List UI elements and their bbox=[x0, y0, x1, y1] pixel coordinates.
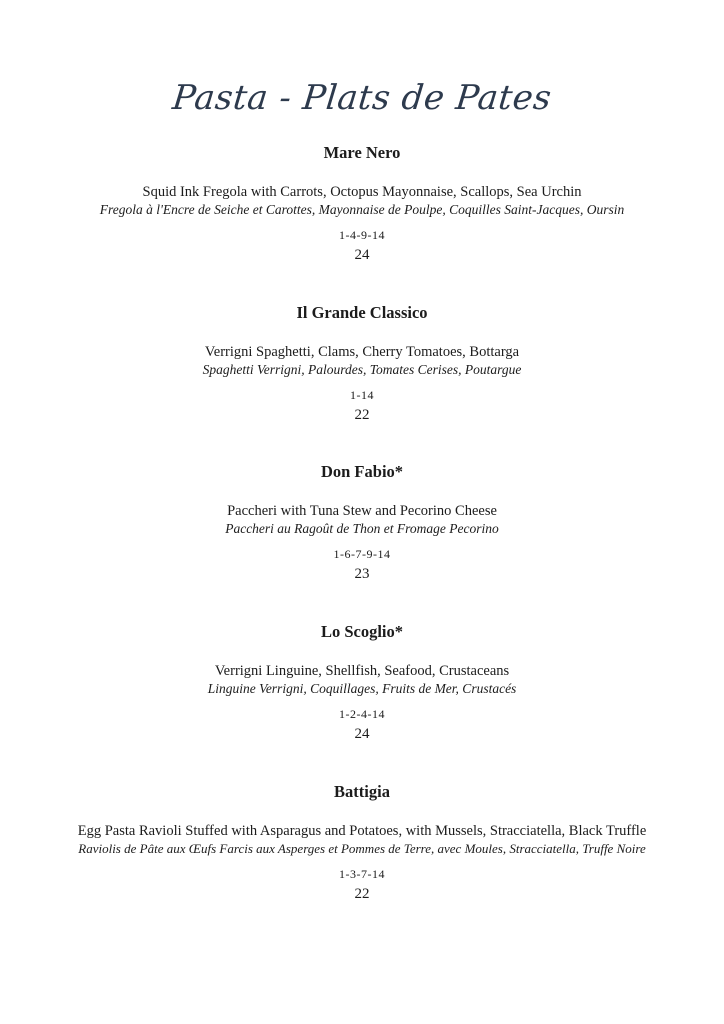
dish-name: Mare Nero bbox=[323, 143, 401, 162]
dish-allergens: 1-14 bbox=[350, 388, 374, 402]
dish-price: 22 bbox=[354, 886, 370, 902]
dish-name: Lo Scoglio* bbox=[320, 622, 404, 641]
dish-description-en: Egg Pasta Ravioli Stuffed with Asparagus and Potatoes, with Mussels, Stracciatella, Black Truffle bbox=[77, 823, 647, 839]
dish-allergens: 1-6-7-9-14 bbox=[333, 547, 391, 561]
dish-il-grande-classico bbox=[0, 303, 724, 424]
dish-mare-nero bbox=[0, 143, 724, 264]
dish-price: 24 bbox=[354, 247, 370, 263]
dish-description-en: Paccheri with Tuna Stew and Pecorino Cheese bbox=[227, 503, 497, 519]
dish-description-fr: Fregola à l'Encre de Seiche et Carottes, Mayonnaise de Poulpe, Coquilles Saint-Jacques, Oursin bbox=[99, 202, 625, 217]
dish-description-fr: Raviolis de Pâte aux Œufs Farcis aux Asperges et Pommes de Terre, avec Moules, Stracciatella, Truffe Noire bbox=[78, 841, 646, 856]
dish-description-en: Verrigni Spaghetti, Clams, Cherry Tomatoes, Bottarga bbox=[204, 344, 520, 360]
dish-allergens: 1-4-9-14 bbox=[339, 228, 385, 242]
dish-allergens: 1-2-4-14 bbox=[339, 707, 385, 721]
dish-allergens: 1-3-7-14 bbox=[339, 867, 385, 881]
dish-price: 23 bbox=[354, 566, 370, 582]
dish-name: Il Grande Classico bbox=[296, 303, 428, 322]
dish-don-fabio bbox=[0, 462, 724, 583]
dish-description-en: Squid Ink Fregola with Carrots, Octopus Mayonnaise, Scallops, Sea Urchin bbox=[142, 184, 582, 200]
dish-name: Don Fabio* bbox=[320, 462, 404, 481]
menu-title: Pasta - Plats de Pates bbox=[170, 78, 554, 118]
dish-name: Battigia bbox=[334, 782, 390, 801]
dish-price: 22 bbox=[354, 407, 370, 423]
dish-description-fr: Spaghetti Verrigni, Palourdes, Tomates Cerises, Poutargue bbox=[202, 362, 522, 377]
dish-price: 24 bbox=[354, 726, 370, 742]
dish-description-en: Verrigni Linguine, Shellfish, Seafood, Crustaceans bbox=[214, 663, 510, 679]
dish-description-fr: Paccheri au Ragoût de Thon et Fromage Pecorino bbox=[225, 521, 499, 536]
dish-lo-scoglio bbox=[0, 622, 724, 743]
dish-battigia bbox=[0, 782, 724, 903]
dish-description-fr: Linguine Verrigni, Coquillages, Fruits de Mer, Crustacés bbox=[207, 681, 517, 696]
